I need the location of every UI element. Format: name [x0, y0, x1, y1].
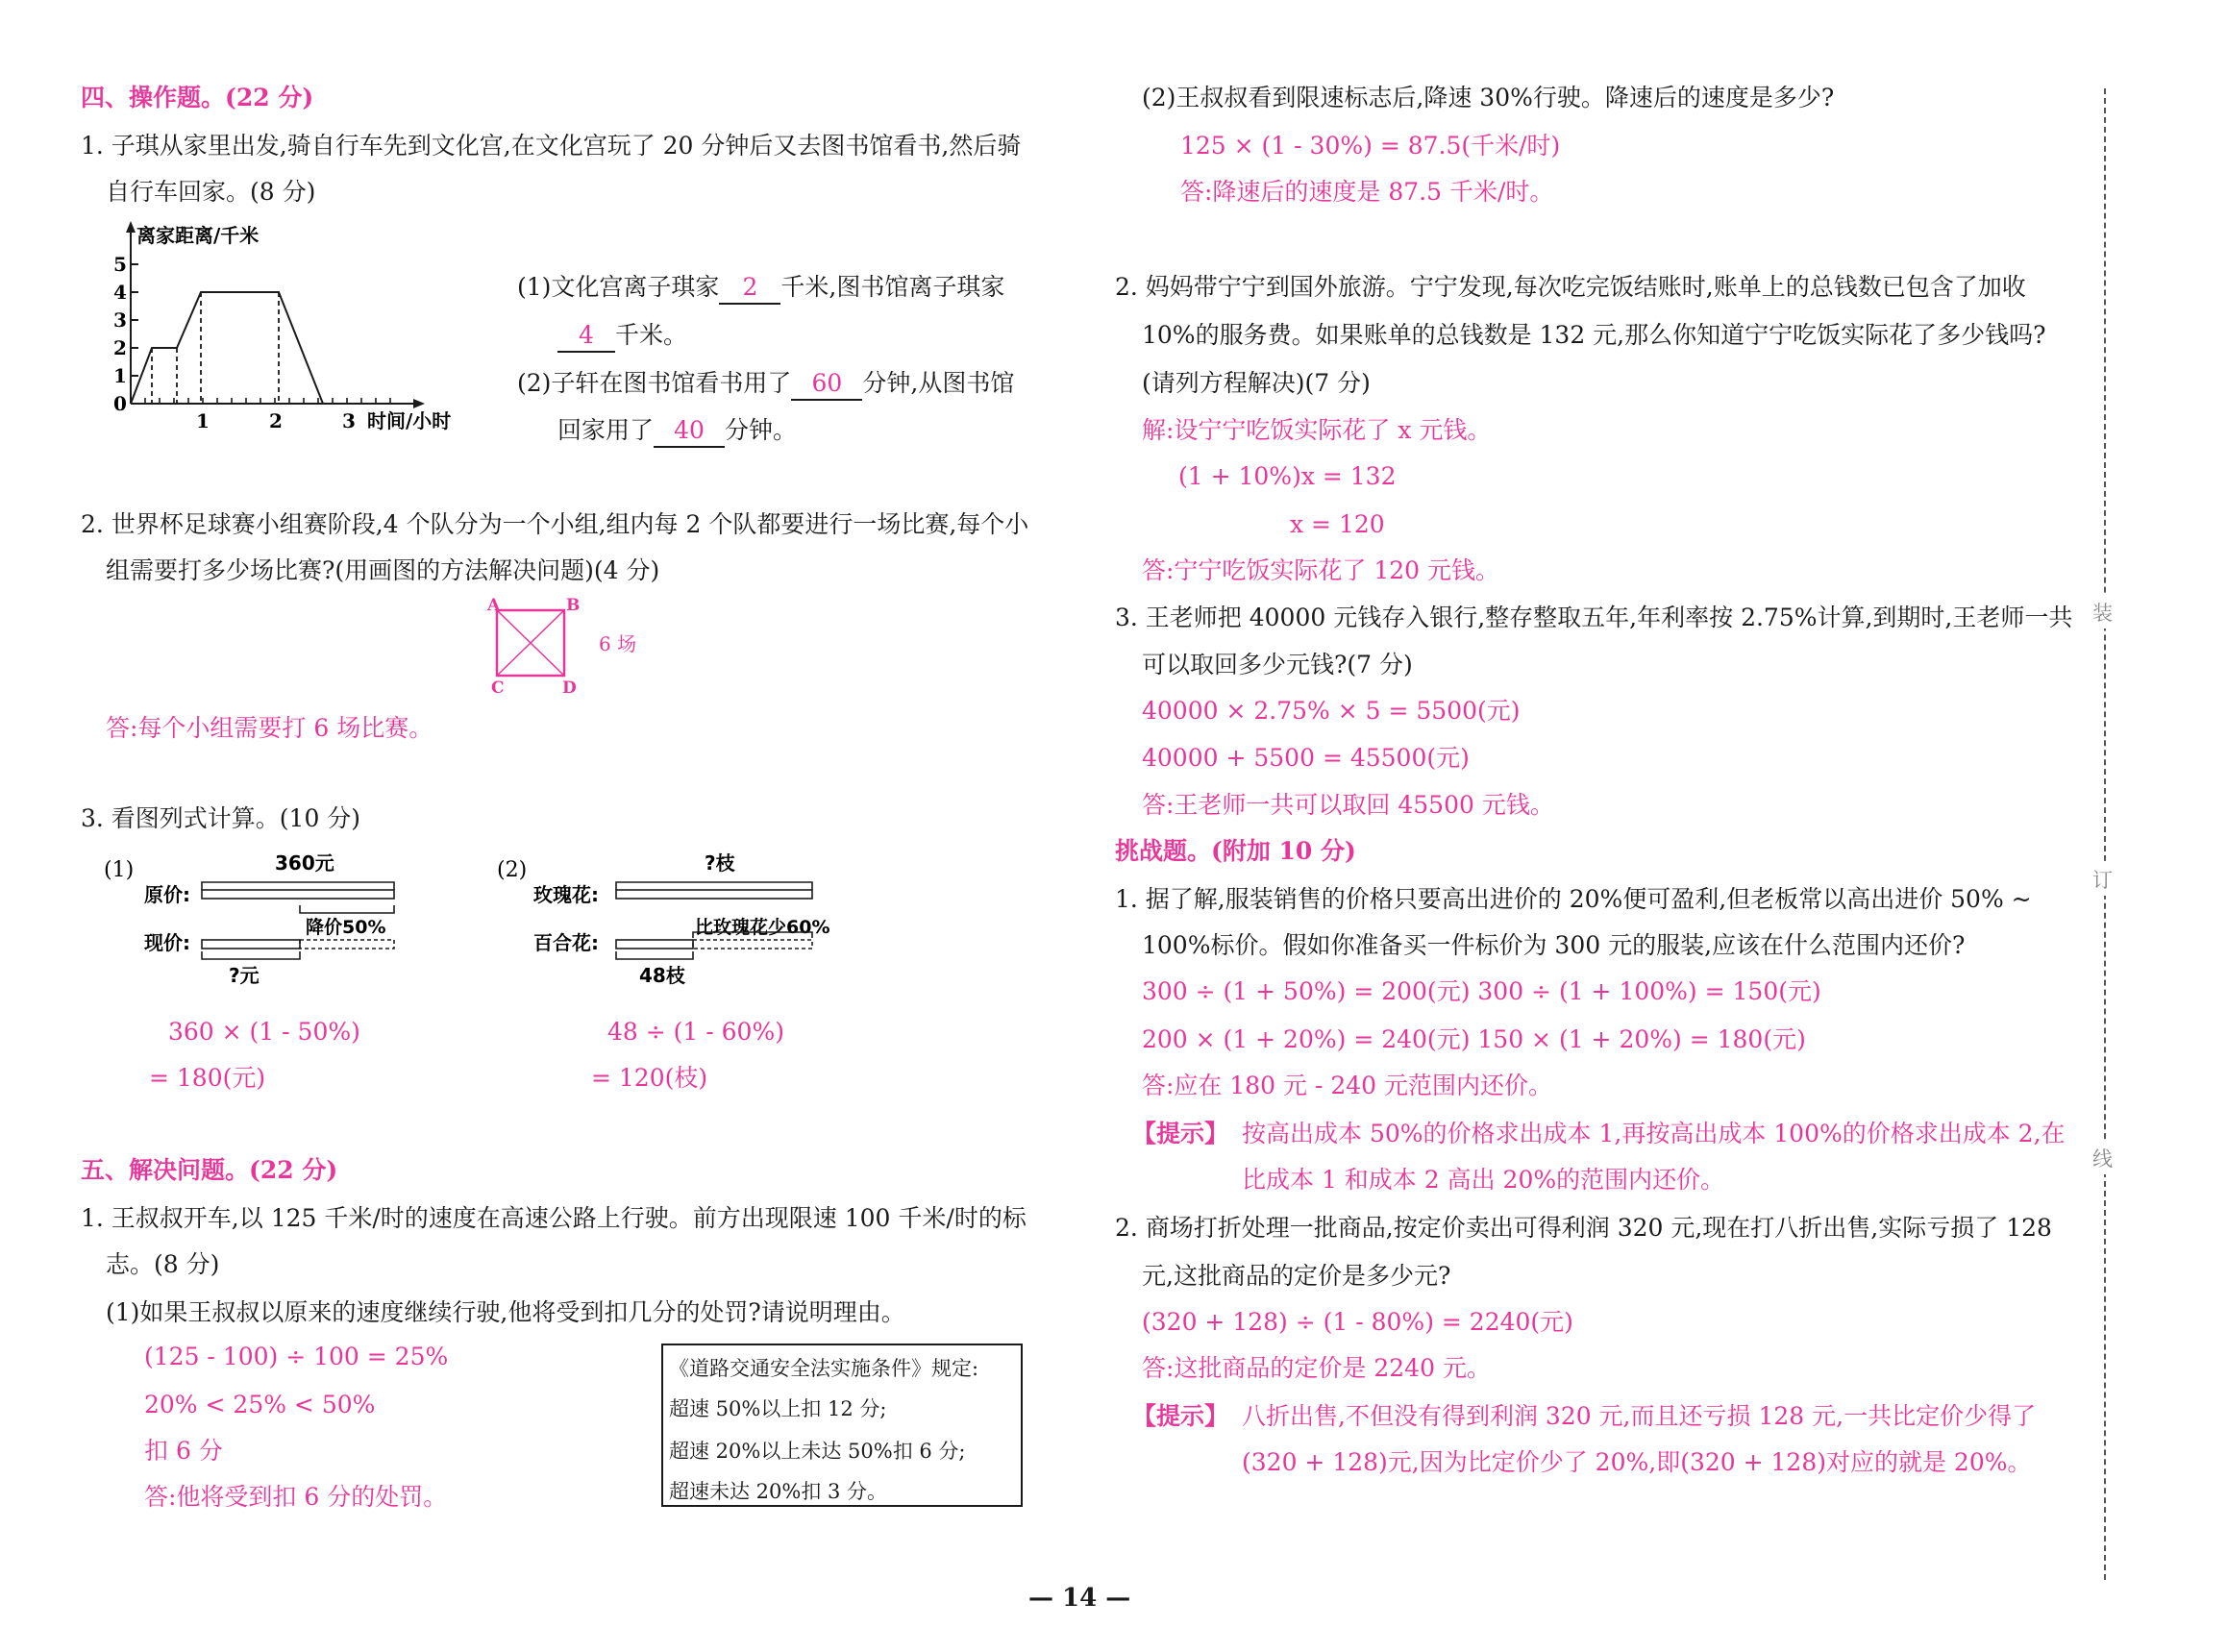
traffic-rule-item: 超速 20%以上未达 50%扣 6 分; [669, 1440, 966, 1463]
match-count: 6 场 [599, 632, 637, 655]
answer-blank-cultural-distance: 2 [719, 272, 780, 305]
p2-answer-line4: 答:宁宁吃饭实际花了 120 元钱。 [1142, 556, 1500, 584]
q3-title: 3. 看图列式计算。(10 分) [81, 804, 361, 832]
point-b-label: B [566, 596, 581, 615]
traffic-rule-title: 《道路交通安全法实施条件》规定: [669, 1357, 979, 1380]
chart-ytick-4: 4 [113, 281, 127, 304]
distance-time-chart [115, 221, 461, 442]
p1-answer-line4: 答:他将受到扣 6 分的处罚。 [144, 1483, 448, 1511]
p3-answer-line3: 答:王老师一共可以取回 45500 元钱。 [1142, 791, 1554, 819]
p1-question1: (1)如果王叔叔以原来的速度继续行驶,他将受到扣几分的处罚?请说明理由。 [106, 1298, 905, 1326]
chart-ylabel: 离家距离/千米 [136, 224, 260, 247]
p2-answer-line2: (1 + 10%)x = 132 [1178, 462, 1397, 490]
q1-part1-line2 [557, 320, 687, 353]
answer-blank-return-minutes: 40 [654, 415, 725, 448]
answer-blank-library-distance: 4 [557, 320, 615, 353]
q1-part2-line1 [517, 368, 1014, 401]
q1-part1-text-a: (1)文化宫离子琪家 [517, 273, 720, 301]
c1-hint-tag: 【提示】 [1132, 1120, 1229, 1147]
q3-1-calc-line2: = 180(元) [149, 1064, 266, 1092]
p1-answer-line2: 20% < 25% < 50% [144, 1391, 376, 1418]
p2-text-line3: (请列方程解决)(7 分) [1142, 369, 1371, 397]
c1-hint-line1: 按高出成本 50%的价格求出成本 1,再按高出成本 100%的价格求出成本 2,在 [1242, 1120, 2066, 1147]
chart-ytick-1: 1 [113, 364, 127, 387]
chart-xtick-1: 1 [196, 409, 210, 432]
q1-part1-text-c: 千米。 [615, 321, 688, 349]
section-5-title: 五、解决问题。(22 分) [81, 1156, 338, 1184]
chart-ytick-5: 5 [113, 253, 127, 276]
c1-hint-line2: 比成本 1 和成本 2 高出 20%的范围内还价。 [1242, 1166, 1725, 1194]
diagram2-number: (2) [497, 858, 528, 882]
q2-text-line1: 2. 世界杯足球赛小组赛阶段,4 个队分为一个小组,组内每 2 个队都要进行一场比赛,每个小 [81, 510, 1029, 538]
q1-part2-text-b: 分钟,从图书馆 [862, 369, 1015, 397]
diagram2-row2: 百合花: [533, 931, 599, 954]
page-number: — 14 — [1028, 1584, 1131, 1613]
chart-xtick-3: 3 [342, 409, 356, 432]
q1-part2-text-d: 分钟。 [725, 416, 798, 444]
p1-text-line2: 志。(8 分) [106, 1250, 220, 1278]
diagram1-top-label: 360元 [275, 851, 334, 875]
q1-part1-text-b: 千米,图书馆离子琪家 [780, 273, 1005, 301]
q1-text-line2: 自行车回家。(8 分) [106, 178, 316, 206]
p2-answer-line1: 解:设宁宁吃饭实际花了 x 元钱。 [1142, 416, 1492, 444]
p1-answer-line1: (125 - 100) ÷ 100 = 25% [144, 1343, 449, 1370]
chart-ytick-0: 0 [113, 392, 127, 415]
diagram1-bottom-label: ?元 [229, 964, 260, 987]
point-c-label: C [491, 678, 505, 698]
p2-answer-line3: x = 120 [1290, 510, 1385, 538]
diagram2-row1: 玫瑰花: [533, 883, 599, 906]
binding-mark-zhuang: 装 [2092, 596, 2113, 629]
point-a-label: A [487, 596, 501, 615]
p1-question2: (2)王叔叔看到限速标志后,降速 30%行驶。降速后的速度是多少? [1142, 84, 1835, 111]
answer-blank-reading-minutes: 60 [791, 368, 862, 401]
diagram1-discount: 降价50% [306, 917, 386, 938]
q2-text-line2: 组需要打多少场比赛?(用画图的方法解决问题)(4 分) [106, 556, 660, 584]
q3-2-calc-line1: 48 ÷ (1 - 60%) [607, 1018, 784, 1046]
chart-ytick-2: 2 [113, 336, 127, 359]
chart-xlabel: 时间/小时 [367, 409, 452, 432]
diagram1-row1: 原价: [144, 883, 190, 906]
chart-xtick-2: 2 [269, 409, 283, 432]
p1-q2-answer-line1: 125 × (1 - 30%) = 87.5(千米/时) [1180, 132, 1561, 160]
price-line-diagram [96, 846, 413, 990]
c2-text-line2: 元,这批商品的定价是多少元? [1142, 1262, 1451, 1290]
traffic-rule-item: 超速未达 20%扣 3 分。 [669, 1480, 888, 1503]
diagram1-number: (1) [104, 858, 135, 882]
q3-2-calc-line2: = 120(枝) [591, 1064, 708, 1092]
c2-hint-line1: 八折出售,不但没有得到利润 320 元,而且还亏损 128 元,一共比定价少得了 [1242, 1402, 2037, 1430]
c1-answer-line1: 300 ÷ (1 + 50%) = 200(元) 300 ÷ (1 + 100%) = 150(元) [1142, 977, 1821, 1005]
p1-q2-answer-line2: 答:降速后的速度是 87.5 千米/时。 [1180, 178, 1554, 206]
point-d-label: D [562, 678, 577, 698]
c2-answer-line2: 答:这批商品的定价是 2240 元。 [1142, 1354, 1491, 1382]
q1-text-line1: 1. 子琪从家里出发,骑自行车先到文化宫,在文化宫玩了 20 分钟后又去图书馆看书,然后骑 [81, 132, 1022, 160]
q1-part1-line1 [517, 272, 1004, 305]
c2-hint-tag: 【提示】 [1132, 1402, 1229, 1430]
c1-answer-line3: 答:应在 180 元 - 240 元范围内还价。 [1142, 1072, 1553, 1099]
c2-text-line1: 2. 商场打折处理一批商品,按定价卖出可得利润 320 元,现在打八折出售,实际亏损了 128 [1115, 1214, 2052, 1242]
q1-part2-text-a: (2)子轩在图书馆看书用了 [517, 369, 792, 397]
q1-part2-text-c: 回家用了 [557, 416, 655, 444]
q2-answer: 答:每个小组需要打 6 场比赛。 [106, 714, 433, 742]
diagram1-row2: 现价: [144, 931, 190, 954]
chart-ytick-3: 3 [113, 308, 127, 332]
p2-text-line2: 10%的服务费。如果账单的总钱数是 132 元,那么你知道宁宁吃饭实际花了多少钱吗? [1142, 321, 2046, 349]
match-diagram [485, 596, 678, 698]
p1-text-line1: 1. 王叔叔开车,以 125 千米/时的速度在高速公路上行驶。前方出现限速 100 千米/时的标 [81, 1204, 1027, 1232]
c1-text-line2: 100%标价。假如你准备买一件标价为 300 元的服装,应该在什么范围内还价? [1142, 931, 1966, 959]
diagram2-top-label: ?枝 [705, 851, 735, 875]
c2-hint-line2: (320 + 128)元,因为比定价少了 20%,即(320 + 128)对应的就是 20%。 [1242, 1448, 2032, 1476]
p3-answer-line1: 40000 × 2.75% × 5 = 5500(元) [1142, 697, 1521, 725]
q1-part2-line2 [557, 415, 797, 448]
diagram2-bottom-label: 48枝 [639, 964, 685, 987]
p3-text-line2: 可以取回多少元钱?(7 分) [1142, 651, 1413, 678]
flower-line-diagram [495, 846, 851, 990]
c1-answer-line2: 200 × (1 + 20%) = 240(元) 150 × (1 + 20%) = 180(元) [1142, 1025, 1806, 1053]
traffic-rule-item: 超速 50%以上扣 12 分; [669, 1397, 887, 1420]
binding-mark-xian: 线 [2092, 1142, 2113, 1174]
chart-distance-line [131, 292, 342, 404]
diagram2-less-label: 比玫瑰花少60% [695, 917, 830, 938]
p2-text-line1: 2. 妈妈带宁宁到国外旅游。宁宁发现,每次吃完饭结账时,账单上的总钱数已包含了加收 [1115, 273, 2026, 301]
section-4-title: 四、操作题。(22 分) [81, 84, 314, 111]
binding-line [2104, 88, 2106, 1580]
c1-text-line1: 1. 据了解,服装销售的价格只要高出进价的 20%便可盈利,但老板常以高出进价 50% ~ [1115, 885, 2032, 913]
p3-text-line1: 3. 王老师把 40000 元钱存入银行,整存整取五年,年利率按 2.75%计算,到期时,王老师一共 [1115, 604, 2073, 631]
traffic-rules-box [661, 1344, 1023, 1507]
binding-mark-ding: 订 [2092, 863, 2113, 896]
q3-1-calc-line1: 360 × (1 - 50%) [168, 1018, 360, 1046]
p3-answer-line2: 40000 + 5500 = 45500(元) [1142, 744, 1470, 772]
c2-answer-line1: (320 + 128) ÷ (1 - 80%) = 2240(元) [1142, 1308, 1573, 1336]
challenge-title: 挑战题。(附加 10 分) [1115, 837, 1356, 865]
p1-answer-line3: 扣 6 分 [144, 1437, 223, 1465]
